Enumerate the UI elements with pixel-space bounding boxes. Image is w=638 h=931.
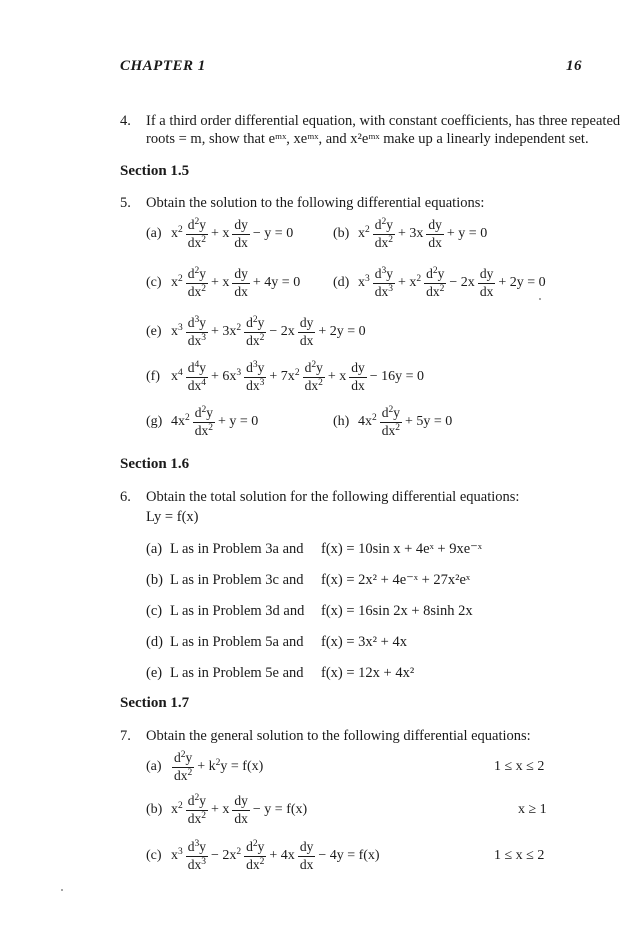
- equation-7c: $x^3$ $\frac{d^3y}{dx^3}$ − $2x^2$ $\frac{d^2y}{dx^2}$ + 4x $\frac{dy}{dx}$ − 4y = f(x): [171, 839, 380, 872]
- eq-7c-label: (c): [146, 848, 162, 863]
- eq-5g-label: (g): [146, 414, 163, 429]
- eq-5h-label: (h): [333, 414, 350, 429]
- page-number: 16: [566, 58, 582, 74]
- eq-5a-label: (a): [146, 226, 162, 241]
- problem-7-number: 7.: [120, 728, 131, 744]
- section-heading-1-5: Section 1.5: [120, 163, 190, 179]
- item-6c-text: L as in Problem 3d and: [170, 603, 305, 619]
- problem-4-text-line-2: roots = m, show that eᵐˣ, xeᵐˣ, and x²eᵐˣ make up a linearly independent set.: [146, 131, 589, 147]
- scan-speck: [61, 889, 63, 891]
- domain-7b: x ≥ 1: [518, 802, 547, 817]
- equation-5b: $x^2$ $\frac{d^2y}{dx^2}$ + 3x $\frac{dy}{dx}$ + y = 0: [358, 217, 488, 250]
- equation-7a: $\frac{d^2y}{dx^2}$ + $k^2y = f(x)$: [174, 750, 264, 783]
- section-heading-1-6: Section 1.6: [120, 456, 190, 472]
- eq-5f-label: (f): [146, 369, 160, 384]
- domain-7c: 1 ≤ x ≤ 2: [494, 848, 545, 863]
- eq-7a-label: (a): [146, 759, 162, 774]
- item-6b-text: L as in Problem 3c and: [170, 572, 304, 588]
- domain-7a: 1 ≤ x ≤ 2: [494, 759, 545, 774]
- problem-4-number: 4.: [120, 113, 131, 129]
- problem-5-intro: Obtain the solution to the following differential equations:: [146, 195, 485, 211]
- section-heading-1-7: Section 1.7: [120, 695, 190, 711]
- equation-5g: $4x^2$ $\frac{d^2y}{dx^2}$ + y = 0: [171, 405, 259, 438]
- scan-speck: [539, 298, 541, 300]
- eq-5e-label: (e): [146, 324, 162, 339]
- item-6a-label: (a): [146, 541, 163, 557]
- problem-6-intro: Obtain the total solution for the following differential equations:: [146, 489, 520, 505]
- eq-5d-label: (d): [333, 275, 350, 290]
- problem-6-number: 6.: [120, 489, 131, 505]
- chapter-heading: CHAPTER 1: [120, 58, 206, 74]
- item-6d-text: L as in Problem 5a and: [170, 634, 304, 650]
- equation-5h: $4x^2$ $\frac{d^2y}{dx^2}$ + 5y = 0: [358, 405, 453, 438]
- equation-5a: $x^2$ $\frac{d^2y}{dx^2}$ + x $\frac{dy}{dx}$ − y = 0: [171, 217, 294, 250]
- equation-5d: $x^3$ $\frac{d^3y}{dx^3}$ + $x^2$ $\frac{d^2y}{dx^2}$ − 2x $\frac{dy}{dx}$ + 2y = 0: [358, 266, 546, 299]
- item-6c-function: f(x) = 16sin 2x + 8sinh 2x: [321, 603, 473, 619]
- problem-5-number: 5.: [120, 195, 131, 211]
- item-6e-text: L as in Problem 5e and: [170, 665, 304, 681]
- item-6c-label: (c): [146, 603, 163, 619]
- equation-7b: $x^2$ $\frac{d^2y}{dx^2}$ + x $\frac{dy}{dx}$ − y = f(x): [171, 793, 308, 826]
- item-6d-function: f(x) = 3x² + 4x: [321, 634, 407, 650]
- eq-5b-label: (b): [333, 226, 350, 241]
- item-6e-label: (e): [146, 665, 163, 681]
- item-6e-function: f(x) = 12x + 4x²: [321, 665, 415, 681]
- equation-5f: $x^4$ $\frac{d^4y}{dx^4}$ + $6x^3$ $\frac{d^3y}{dx^3}$ + $7x^2$ $\frac{d^2y}{dx^2}$ + x $\frac{dy}{dx}$ − 16y = 0: [171, 360, 425, 393]
- item-6b-function: f(x) = 2x² + 4e⁻ˣ + 27x²eˣ: [321, 572, 471, 588]
- item-6a-text: L as in Problem 3a and: [170, 541, 304, 557]
- equation-5c: $x^2$ $\frac{d^2y}{dx^2}$ + x $\frac{dy}{dx}$ + 4y = 0: [171, 266, 301, 299]
- problem-6-operator: Ly = f(x): [146, 509, 199, 525]
- equation-5e: $x^3$ $\frac{d^3y}{dx^3}$ + $3x^2$ $\frac{d^2y}{dx^2}$ − 2x $\frac{dy}{dx}$ + 2y = 0: [171, 315, 366, 348]
- item-6b-label: (b): [146, 572, 163, 588]
- eq-7b-label: (b): [146, 802, 163, 817]
- eq-5c-label: (c): [146, 275, 162, 290]
- item-6a-function: f(x) = 10sin x + 4eˣ + 9xe⁻ˣ: [321, 541, 482, 557]
- problem-4-text-line-1: If a third order differential equation, with constant coefficients, has three repeated: [146, 113, 621, 129]
- problem-7-intro: Obtain the general solution to the following differential equations:: [146, 728, 531, 744]
- item-6d-label: (d): [146, 634, 163, 650]
